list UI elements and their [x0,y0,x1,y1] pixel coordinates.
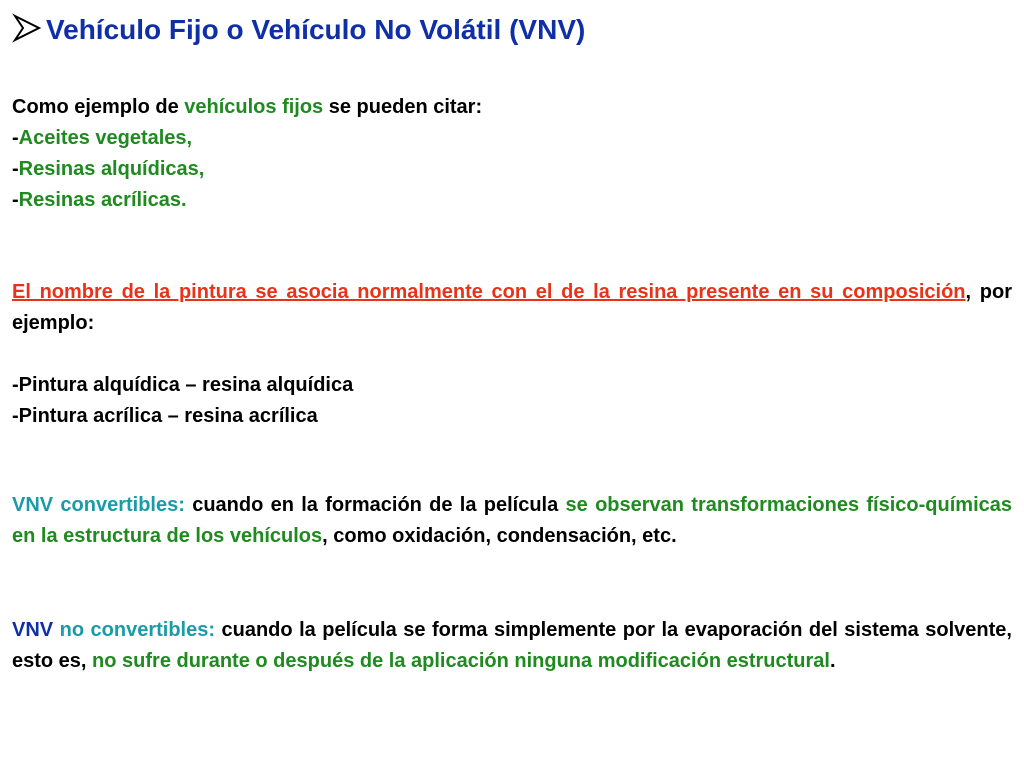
no-convertibles-term-b: no convertibles: [59,619,216,641]
list-item-text: Aceites vegetales, [18,127,193,149]
title-text: Vehículo Fijo o Vehículo No Volátil (VNV) [46,14,586,45]
list-item: -Resinas acrílicas. [12,189,187,211]
no-convertibles-term-a: VNV [12,619,60,641]
intro-prefix: Como ejemplo de [12,96,185,118]
list-item-text: Resinas alquídicas, [18,158,205,180]
intro-highlight: vehículos fijos [184,96,324,118]
intro-block [12,92,1012,216]
convertibles-text: cuando en la formación de la película [184,494,566,516]
convertibles-paragraph [12,490,1012,552]
no-convertibles-highlight: no sufre durante o después de la aplicación ninguna modificación estructural [92,650,830,672]
examples-block [12,370,1012,432]
list-item: -Pintura alquídica – resina alquídica [12,374,354,396]
intro-suffix: se pueden citar: [323,96,483,118]
list-item: -Pintura acrílica – resina acrílica [12,405,318,427]
naming-paragraph [12,277,1012,339]
slide-title [12,12,585,48]
arrow-bullet-icon [12,13,42,43]
list-item: -Aceites vegetales, [12,127,193,149]
no-convertibles-text-end: . [829,650,836,672]
naming-tail: , por ejemplo: [12,281,1012,334]
example-text: Pintura acrílica – resina acrílica [18,405,318,427]
no-convertibles-text: cuando la película se forma simplemente por la evaporación del sistema solvente, esto es, [12,619,1012,672]
list-item-text: Resinas acrílicas. [18,189,187,211]
convertibles-term: VNV convertibles: [12,494,185,516]
convertibles-highlight: se observan transformaciones físico-químicas en la estructura de los vehículos [12,494,1012,547]
intro-line [12,92,1012,123]
example-text: Pintura alquídica – resina alquídica [18,374,354,396]
convertibles-text-end: , como oxidación, condensación, etc. [322,525,677,547]
no-convertibles-paragraph [12,615,1012,677]
naming-statement: El nombre de la pintura se asocia normalmente con el de la resina presente en su composición [12,281,966,303]
list-item: -Resinas alquídicas, [12,158,205,180]
